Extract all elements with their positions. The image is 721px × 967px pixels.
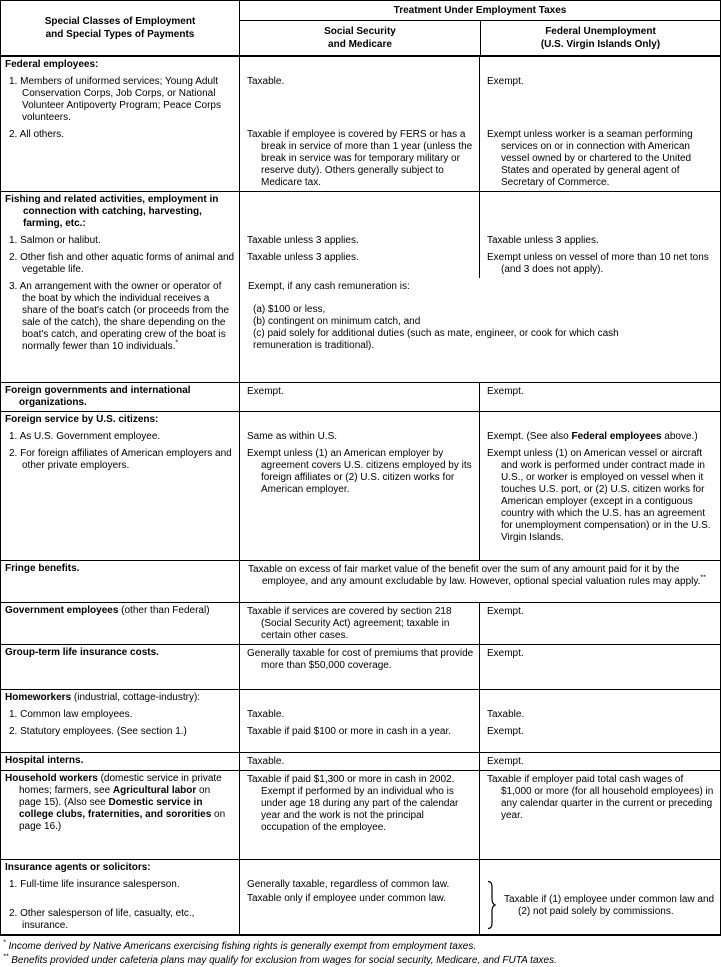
row-homeworkers — [1, 690, 720, 753]
homeworkers-title: Homeworkers (industrial, cottage-industry): — [5, 692, 201, 703]
fishing-item-2-ss: Taxable unless 3 applies. — [247, 252, 359, 263]
header-col-federal-unemployment: Federal Unemployment (U.S. Virgin Islands Only) — [480, 21, 720, 55]
row-group-term-life-insurance — [1, 645, 720, 690]
footnote-2: ** Benefits provided under cafeteria plans may qualify for exclusion from wages for social security, Medicare, and FUTA taxes. — [3, 953, 557, 966]
insurance-title: Insurance agents or solicitors: — [5, 862, 151, 873]
hospital-interns-ss: Taxable. — [247, 756, 285, 767]
federal-title: Federal employees: — [5, 59, 99, 70]
fishing-item-2: 2. Other fish and other aquatic forms of animal and vegetable life. — [9, 252, 235, 275]
row-government-employees — [1, 603, 720, 645]
fishing-item-3: 3. An arrangement with the owner or operator of the boat by which the individual receives a share of the boat's catch (or proceeds from the sale of the catch), the share depending on the boat's catch, and operating crew of the boat is normally fewer than 10 individuals.* — [9, 281, 230, 352]
fringe-title: Fringe benefits. — [5, 563, 80, 574]
table-header — [1, 1, 720, 57]
fishing-condition-c: (c) paid solely for additional duties (such as mate, engineer, or cook for which cash remuneration is traditional). — [253, 328, 619, 351]
household-workers-title: Household workers (domestic service in private homes; farmers, see Agricultural labor on page 15). (Also see Domestic service in college clubs, fraternities, and sororities on page 16.) — [5, 773, 226, 832]
header-col-special-classes-line1: Special Classes of Employment — [44, 16, 196, 27]
insurance-futa: Taxable if (1) employee under common law and (2) not paid solely by commissions. — [504, 893, 715, 917]
household-workers-ss: Taxable if paid $1,300 or more in cash in 2002. Exempt if performed by an individual who is under age 18 during any part of the calendar year and the work is not the principal occupation of the employee. — [247, 774, 459, 833]
brace-icon — [487, 880, 496, 930]
fishing-item-2-futa: Exempt unless on vessel of more than 10 net tons (and 3 does not apply). — [487, 252, 709, 275]
fishing-item-1-ss: Taxable unless 3 applies. — [247, 235, 359, 246]
group-term-title: Group-term life insurance costs. — [5, 647, 159, 658]
gov-employees-ss: Taxable if services are covered by section 218 (Social Security Act) agreement; taxable in certain other cases. — [247, 606, 452, 641]
fishing-span-cell — [239, 278, 720, 382]
row-household-workers — [1, 771, 720, 860]
fishing-condition-a: (a) $100 or less, — [253, 304, 326, 315]
homeworkers-item-1-ss: Taxable. — [247, 709, 285, 720]
insurance-item-1: 1. Full-time life insurance salesperson. — [9, 879, 180, 890]
row-federal-employees — [1, 57, 720, 192]
footnote-1: * Income derived by Native Americans exercising fishing rights is generally exempt from employment taxes. — [3, 939, 477, 952]
footnote-1-marker: * — [3, 939, 6, 947]
row-fishing-activities — [1, 192, 720, 383]
foreign-service-title: Foreign service by U.S. citizens: — [5, 414, 159, 425]
federal-item-2-ss: Taxable if employee is covered by FERS or has a break in service of more than 1 year (unless the break in service was for temporary military or reserve duty). Others generally subject to Medicare tax. — [247, 129, 473, 188]
header-treatment-group — [239, 1, 720, 55]
foreign-service-item-1: 1. As U.S. Government employee. — [9, 431, 161, 442]
insurance-item-1-ss: Generally taxable, regardless of common law. — [247, 879, 450, 890]
row-fringe-benefits — [1, 561, 720, 603]
footnote-marker-ref: * — [175, 339, 179, 347]
homeworkers-item-1: 1. Common law employees. — [9, 709, 133, 720]
fishing-condition-b: (b) contingent on minimum catch, and — [253, 316, 421, 327]
header-col-social-security: Social Security and Medicare — [324, 26, 396, 50]
foreign-service-item-1-ss: Same as within U.S. — [247, 431, 338, 442]
row-insurance-agents — [1, 860, 720, 934]
footnote-2-marker: ** — [3, 953, 9, 961]
federal-item-1-ss: Taxable. — [247, 76, 285, 87]
group-term-futa: Exempt. — [487, 648, 524, 659]
fishing-item-1: 1. Salmon or halibut. — [9, 235, 101, 246]
header-treatment-span: Treatment Under Employment Taxes — [240, 1, 720, 21]
fringe-span-text: Taxable on excess of fair market value of the benefit over the sum of any amount paid for it by the employee, and any amount excludable by law. However, optional special valuation rules may apply.** — [248, 564, 706, 587]
gov-employees-title: Government employees (other than Federal) — [5, 605, 210, 616]
homeworkers-item-1-futa: Taxable. — [487, 709, 525, 720]
group-term-ss: Generally taxable for cost of premiums that provide more than $50,000 coverage. — [247, 648, 474, 671]
federal-item-1-futa: Exempt. — [487, 76, 524, 87]
homeworkers-item-2: 2. Statutory employees. (See section 1.) — [9, 726, 187, 737]
household-workers-futa: Taxable if employer paid total cash wages of $1,000 or more (for all household employees) in any calendar quarter in the current or preceding year. — [487, 774, 714, 821]
foreign-service-item-2-futa: Exempt unless (1) on American vessel or aircraft and work is performed under contract made in U.S., or worker is employed on vessel when it touches U.S. port, or (2) U.S. citizen works for American employer (except in a contiguous country with which the U.S. has an agreement for unemployment compensation) or in the U.S. Virgin Islands. — [487, 448, 711, 543]
hospital-interns-futa: Exempt. — [487, 756, 524, 767]
federal-item-2-futa: Exempt unless worker is a seaman performing services on or in connection with American vessel owned by or chartered to the United States and operated by general agent of Secretary of Commerce. — [487, 129, 693, 188]
insurance-item-2: 2. Other salesperson of life, casualty, etc., insurance. — [9, 908, 195, 931]
footnotes — [0, 936, 721, 967]
foreign-gov-futa: Exempt. — [487, 386, 524, 397]
fishing-title: Fishing and related activities, employment in connection with catching, harvesting, farming, etc.: — [5, 194, 219, 229]
header-col-special-classes-line2: and Special Types of Payments — [45, 29, 195, 40]
foreign-service-item-2: 2. For foreign affiliates of American employers and other private employers. — [9, 448, 232, 471]
federal-item-2: 2. All others. — [9, 129, 65, 140]
foreign-gov-ss: Exempt. — [247, 386, 284, 397]
federal-item-1: 1. Members of uniformed services; Young Adult Conservation Corps, Job Corps, or National Volunteer Antipoverty Program; Peace Corps volunteers. — [9, 76, 221, 123]
hospital-interns-title: Hospital interns. — [5, 755, 84, 766]
foreign-service-item-1-futa: Exempt. (See also Federal employees above.) — [487, 431, 698, 442]
homeworkers-item-2-ss: Taxable if paid $100 or more in cash in a year. — [247, 726, 452, 737]
header-col-special-classes — [1, 1, 239, 55]
row-foreign-governments — [1, 383, 720, 412]
gov-employees-futa: Exempt. — [487, 606, 524, 617]
row-foreign-service — [1, 412, 720, 561]
foreign-gov-title: Foreign governments and international organizations. — [5, 385, 191, 408]
fishing-item-1-futa: Taxable unless 3 applies. — [487, 235, 599, 246]
foreign-service-item-2-ss: Exempt unless (1) an American employer by agreement covers U.S. citizens employed by its foreign affiliates or (2) U.S. citizen works for American employer. — [247, 448, 472, 495]
insurance-item-2-ss: Taxable only if employee under common law. — [247, 893, 446, 904]
fishing-span-intro: Exempt, if any cash remuneration is: — [248, 281, 410, 292]
footnote-marker-ref: ** — [700, 574, 706, 582]
row-hospital-interns — [1, 753, 720, 771]
homeworkers-item-2-futa: Exempt. — [487, 726, 524, 737]
